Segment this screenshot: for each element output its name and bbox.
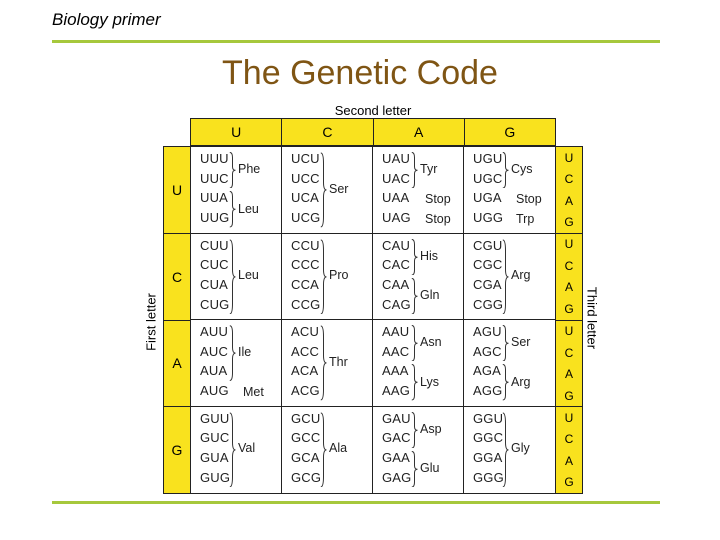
brace-icon bbox=[411, 278, 418, 314]
codon: UAC bbox=[382, 170, 411, 186]
codon: GAA bbox=[382, 449, 411, 465]
third-letter: G bbox=[564, 388, 574, 403]
brace-icon bbox=[320, 152, 327, 228]
codon: UUC bbox=[200, 170, 229, 186]
third-letter-column bbox=[555, 146, 583, 494]
codon-box bbox=[191, 320, 282, 407]
second-letter-g: G bbox=[464, 119, 555, 145]
third-letter: C bbox=[564, 172, 574, 187]
brace-icon bbox=[502, 152, 509, 188]
top-divider bbox=[52, 40, 660, 43]
header-subtitle: Biology primer bbox=[52, 10, 161, 29]
amino-acid-label: Stop bbox=[425, 211, 451, 226]
second-letter-label: Second letter bbox=[334, 103, 412, 118]
second-letter-a: A bbox=[373, 119, 464, 145]
brace-icon bbox=[229, 191, 236, 227]
codon: AAC bbox=[382, 343, 410, 359]
codon: UGG bbox=[473, 210, 504, 226]
amino-acid-label: Leu bbox=[238, 268, 259, 283]
codon: GGA bbox=[473, 449, 503, 465]
first-letter-label: First letter bbox=[143, 293, 159, 351]
third-letter: A bbox=[564, 280, 573, 295]
codon-box bbox=[191, 147, 282, 234]
codon-grid bbox=[190, 146, 556, 494]
third-letter: A bbox=[564, 367, 573, 382]
third-letter-group bbox=[556, 233, 582, 320]
codon: GCA bbox=[291, 449, 320, 465]
codon: CAC bbox=[382, 257, 411, 273]
amino-acid-label: Gln bbox=[420, 288, 440, 303]
third-letter-group bbox=[556, 320, 582, 407]
codon: UGA bbox=[473, 190, 502, 206]
codon: UAU bbox=[382, 151, 411, 166]
brace-icon bbox=[229, 412, 236, 488]
codon: AAA bbox=[382, 363, 409, 379]
codon: ACC bbox=[291, 343, 320, 359]
amino-acid-label: Phe bbox=[238, 162, 261, 177]
codon: UGU bbox=[473, 151, 503, 166]
codon-box bbox=[373, 407, 464, 494]
codon: UAA bbox=[382, 190, 410, 206]
codon: AUU bbox=[200, 324, 229, 339]
brace-icon bbox=[502, 325, 509, 361]
codon: AUC bbox=[200, 343, 229, 359]
second-letter-c: C bbox=[281, 119, 372, 145]
amino-acid-label: Met bbox=[243, 384, 264, 399]
amino-acid-label: Arg bbox=[511, 268, 531, 283]
brace-icon bbox=[411, 152, 418, 188]
codon: GAG bbox=[382, 469, 412, 485]
amino-acid-label: Ala bbox=[329, 441, 348, 456]
first-letter-u: U bbox=[171, 181, 183, 198]
codon: UGC bbox=[473, 170, 503, 186]
codon: GGG bbox=[473, 469, 504, 485]
third-letter: U bbox=[564, 237, 574, 252]
first-letter-column bbox=[163, 146, 191, 494]
codon: CUU bbox=[200, 237, 229, 253]
third-letter: C bbox=[564, 345, 574, 360]
codon: AGU bbox=[473, 324, 502, 339]
amino-acid-label: His bbox=[420, 248, 439, 263]
codon: CCG bbox=[291, 296, 321, 312]
codon: ACU bbox=[291, 324, 320, 339]
codon: UUG bbox=[200, 210, 230, 226]
amino-acid-label: Stop bbox=[425, 191, 451, 206]
codon: UUA bbox=[200, 190, 229, 206]
codon: GGC bbox=[473, 430, 504, 446]
codon: GCC bbox=[291, 430, 321, 446]
third-letter: A bbox=[564, 193, 573, 208]
codon: CAG bbox=[382, 296, 411, 312]
codon: UCU bbox=[291, 151, 320, 166]
third-letter: A bbox=[564, 453, 573, 468]
codon: UUU bbox=[200, 151, 229, 166]
brace-icon bbox=[411, 239, 418, 275]
brace-icon bbox=[229, 152, 236, 188]
codon: UCA bbox=[291, 190, 320, 206]
codon: CGU bbox=[473, 237, 503, 253]
second-letter-u: U bbox=[231, 124, 242, 140]
codon: AGA bbox=[473, 363, 502, 379]
codon: AAG bbox=[382, 383, 411, 399]
brace-icon bbox=[411, 325, 418, 361]
codon: CCA bbox=[291, 276, 320, 292]
codon: GUC bbox=[200, 430, 230, 446]
codon: CCU bbox=[291, 237, 320, 253]
codon: GCU bbox=[291, 410, 321, 426]
brace-icon bbox=[320, 325, 327, 401]
brace-icon bbox=[320, 239, 327, 315]
codon: CAA bbox=[382, 276, 410, 292]
third-letter-group bbox=[556, 406, 582, 493]
slide-title: The Genetic Code bbox=[222, 54, 498, 92]
brace-icon bbox=[502, 412, 509, 488]
brace-icon bbox=[411, 412, 418, 448]
amino-acid-label: Arg bbox=[511, 374, 531, 389]
codon: GUU bbox=[200, 410, 230, 426]
codon: UCG bbox=[291, 210, 321, 226]
codon: UAG bbox=[382, 210, 411, 226]
brace-icon bbox=[411, 451, 418, 487]
third-letter: G bbox=[564, 301, 574, 316]
brace-icon bbox=[502, 239, 509, 315]
bottom-divider bbox=[52, 501, 660, 504]
amino-acid-label: Asp bbox=[420, 421, 442, 436]
first-letter-c: C bbox=[164, 233, 190, 320]
third-letter: G bbox=[564, 215, 574, 230]
amino-acid-label: Gly bbox=[511, 441, 530, 456]
codon: CCC bbox=[291, 257, 320, 273]
codon: ACA bbox=[291, 363, 319, 379]
amino-acid-label: Asn bbox=[420, 335, 442, 350]
codon: GAU bbox=[382, 410, 411, 426]
amino-acid-label: Thr bbox=[329, 354, 348, 369]
amino-acid-label: Tyr bbox=[420, 162, 438, 177]
codon-box bbox=[191, 407, 282, 494]
third-letter: C bbox=[564, 258, 574, 273]
codon-box bbox=[373, 147, 464, 234]
third-letter: G bbox=[564, 475, 574, 490]
amino-acid-label: Trp bbox=[516, 211, 535, 226]
codon: CUA bbox=[200, 276, 229, 292]
amino-acid-label: Leu bbox=[238, 201, 259, 216]
codon: CUG bbox=[200, 296, 230, 312]
amino-acid-label: Ser bbox=[329, 181, 349, 196]
codon: CAU bbox=[382, 237, 411, 253]
codon: GUA bbox=[200, 449, 229, 465]
codon-box bbox=[282, 234, 373, 321]
codon: GGU bbox=[473, 410, 504, 426]
brace-icon bbox=[502, 364, 509, 400]
third-letter: U bbox=[564, 410, 574, 425]
third-letter: U bbox=[564, 150, 574, 165]
codon: CGC bbox=[473, 257, 503, 273]
codon: CUC bbox=[200, 257, 229, 273]
first-letter-a: A bbox=[164, 320, 190, 407]
amino-acid-label: Pro bbox=[329, 268, 349, 283]
third-letter: C bbox=[564, 432, 574, 447]
amino-acid-label: Cys bbox=[511, 162, 533, 177]
codon: ACG bbox=[291, 383, 320, 399]
codon-box bbox=[464, 234, 555, 321]
amino-acid-label: Lys bbox=[420, 374, 439, 389]
codon-box bbox=[282, 147, 373, 234]
amino-acid-label: Val bbox=[238, 441, 256, 456]
codon: AUA bbox=[200, 363, 228, 379]
brace-icon bbox=[229, 325, 236, 381]
codon-box bbox=[373, 234, 464, 321]
codon: AGC bbox=[473, 343, 502, 359]
codon-box bbox=[282, 320, 373, 407]
third-letter-label: Third letter bbox=[584, 286, 600, 350]
codon: AAU bbox=[382, 324, 410, 339]
codon-box bbox=[464, 147, 555, 234]
amino-acid-label: Ile bbox=[238, 345, 252, 360]
codon-box bbox=[282, 407, 373, 494]
codon-box bbox=[191, 234, 282, 321]
first-letter-g: G bbox=[164, 406, 190, 493]
amino-acid-label: Glu bbox=[420, 461, 440, 476]
amino-acid-label: Ser bbox=[511, 335, 531, 350]
codon: UCC bbox=[291, 170, 320, 186]
brace-icon bbox=[320, 412, 327, 488]
third-letter: U bbox=[564, 324, 574, 339]
codon: AUG bbox=[200, 383, 229, 399]
amino-acid-label: Stop bbox=[516, 191, 542, 206]
brace-icon bbox=[229, 239, 236, 315]
codon: AGG bbox=[473, 383, 503, 399]
codon: CGA bbox=[473, 276, 502, 292]
codon-box bbox=[464, 407, 555, 494]
codon: CGG bbox=[473, 296, 504, 312]
codon-box bbox=[464, 320, 555, 407]
codon-box bbox=[373, 320, 464, 407]
third-letter-group bbox=[556, 147, 582, 233]
codon: GCG bbox=[291, 469, 322, 485]
brace-icon bbox=[411, 364, 418, 400]
second-letter-header bbox=[190, 118, 556, 146]
codon: GAC bbox=[382, 430, 411, 446]
codon: GUG bbox=[200, 469, 231, 485]
